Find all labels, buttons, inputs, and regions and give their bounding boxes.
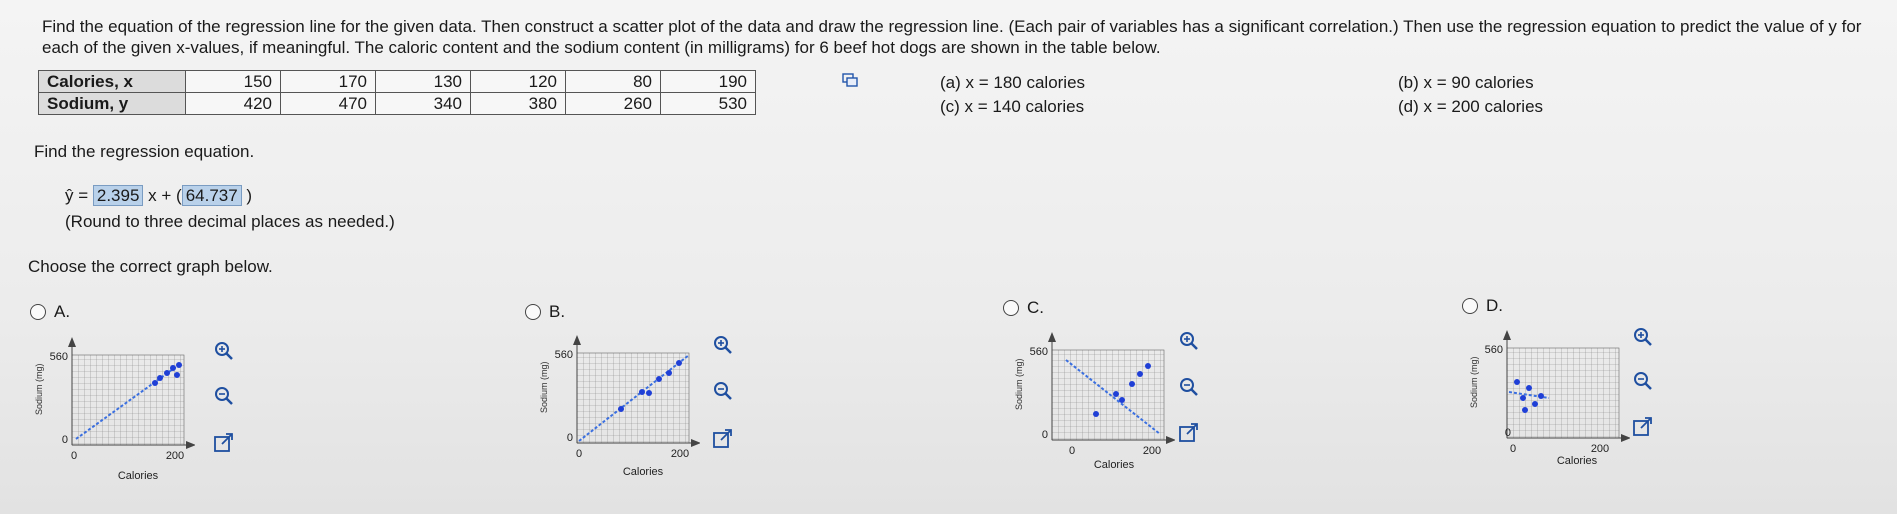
y-tick-top: 560 — [49, 351, 68, 363]
y-axis-label: Sodium (mg) — [1014, 358, 1024, 410]
plot-grid — [577, 353, 689, 443]
data-point — [1520, 395, 1526, 401]
option-b-letter: B. — [549, 302, 566, 321]
x-axis-label: Calories — [117, 470, 159, 482]
data-point — [170, 365, 176, 371]
data-point — [618, 406, 624, 412]
calories-cell: 130 — [376, 71, 471, 93]
y-tick-top: 560 — [554, 349, 573, 361]
option-c-letter: C. — [1027, 298, 1044, 317]
data-point — [164, 370, 170, 376]
data-point — [1113, 391, 1119, 397]
part-c: (c) x = 140 calories — [940, 97, 1085, 116]
data-point — [1538, 393, 1544, 399]
option-d-graph — [1465, 328, 1630, 488]
option-b[interactable] — [525, 302, 565, 322]
sodium-row — [39, 93, 756, 115]
x-axis-label: Calories — [1556, 455, 1598, 467]
zoom-out-icon[interactable] — [1632, 370, 1654, 392]
data-point — [656, 376, 662, 382]
data-point — [1137, 371, 1143, 377]
x-tick-right: 200 — [1590, 443, 1610, 455]
option-d-letter: D. — [1486, 296, 1503, 315]
option-c-graph — [1010, 330, 1175, 490]
data-point — [157, 375, 163, 381]
zoom-out-icon[interactable] — [712, 380, 734, 402]
open-external-icon[interactable] — [1632, 416, 1654, 438]
data-table — [38, 70, 756, 115]
y-tick-zero: 0 — [1041, 429, 1048, 441]
yhat-symbol: ŷ — [65, 186, 74, 205]
zoom-in-icon[interactable] — [1632, 326, 1654, 348]
y-axis-label: Sodium (mg) — [1469, 356, 1479, 408]
intercept-answer-box[interactable]: 64.737 — [182, 185, 242, 206]
y-tick-zero: 0 — [566, 432, 573, 444]
part-b: (b) x = 90 calories — [1398, 73, 1534, 92]
close-paren-text: ) — [241, 186, 253, 205]
data-point — [152, 380, 158, 386]
sodium-cell: 340 — [376, 93, 471, 115]
y-axis-label: Sodium (mg) — [539, 361, 549, 413]
y-tick-zero: 0 — [1504, 427, 1511, 439]
y-axis-arrow — [68, 337, 76, 347]
y-tick-zero: 0 — [61, 434, 68, 446]
option-c[interactable] — [1003, 298, 1044, 318]
plot-grid — [1504, 348, 1619, 439]
x-tick-zero: 0 — [70, 450, 78, 462]
option-a-graph — [30, 335, 195, 495]
x-tick-zero: 0 — [1068, 445, 1076, 457]
option-b-radio[interactable] — [525, 304, 541, 320]
option-d[interactable] — [1462, 296, 1503, 316]
part-a: (a) x = 180 calories — [940, 73, 1086, 92]
data-point — [676, 360, 682, 366]
calories-cell: 80 — [566, 71, 661, 93]
option-a-letter: A. — [54, 302, 71, 321]
y-tick-top: 560 — [1484, 344, 1503, 356]
data-point — [176, 362, 182, 368]
data-point — [1522, 407, 1528, 413]
calories-cell: 150 — [186, 71, 281, 93]
data-point — [639, 389, 645, 395]
y-axis-label: Sodium (mg) — [34, 363, 44, 415]
x-axis-arrow — [1621, 434, 1630, 442]
zoom-in-icon[interactable] — [1178, 330, 1200, 352]
x-tick-zero: 0 — [575, 448, 583, 460]
sodium-cell: 470 — [281, 93, 376, 115]
x-axis-arrow — [1166, 436, 1175, 444]
sodium-cell: 380 — [471, 93, 566, 115]
round-note: (Round to three decimal places as needed.) — [65, 212, 395, 231]
y-axis-arrow — [1503, 330, 1511, 340]
sodium-label: Sodium, y — [39, 93, 186, 115]
x-axis-arrow — [691, 439, 700, 447]
data-point — [1526, 385, 1532, 391]
copy-icon[interactable] — [842, 73, 858, 87]
prompt-equation: Find the regression equation. — [34, 142, 255, 161]
data-point — [1145, 363, 1151, 369]
data-point — [1514, 379, 1520, 385]
y-axis-arrow — [573, 335, 581, 345]
data-point — [174, 372, 180, 378]
data-point — [1532, 401, 1538, 407]
data-point — [1129, 381, 1135, 387]
equals-sign: = — [73, 186, 93, 205]
sodium-cell: 260 — [566, 93, 661, 115]
option-a[interactable] — [30, 302, 70, 322]
calories-cell: 170 — [281, 71, 376, 93]
option-d-radio[interactable] — [1462, 298, 1478, 314]
prompt-graph: Choose the correct graph below. — [28, 257, 273, 276]
x-tick-right: 200 — [1142, 445, 1162, 457]
x-tick-zero: 0 — [1509, 443, 1517, 455]
plot-grid — [72, 355, 184, 445]
zoom-out-icon[interactable] — [213, 385, 235, 407]
zoom-in-icon[interactable] — [712, 334, 734, 356]
calories-row — [39, 71, 756, 93]
instructions-text: Find the equation of the regression line for the given data. Then construct a scatter plot of the data and draw the regression line. (Each pair of variables has a significant correlation.) Then use the regression equation to predict the value of y for each of the given x-values, if meaningful. The caloric content and the sodium content (in milligrams) for 6 beef hot dogs are shown in the table below. — [42, 17, 1862, 57]
data-point — [646, 390, 652, 396]
calories-label: Calories, x — [39, 71, 186, 93]
zoom-out-icon[interactable] — [1178, 376, 1200, 398]
sodium-cell: 420 — [186, 93, 281, 115]
open-external-icon[interactable] — [712, 428, 734, 450]
x-axis-arrow — [186, 441, 195, 449]
x-axis-label: Calories — [1093, 459, 1135, 471]
open-external-icon[interactable] — [1178, 422, 1200, 444]
option-b-graph — [535, 333, 700, 493]
data-point — [1093, 411, 1099, 417]
zoom-in-icon[interactable] — [213, 340, 235, 362]
sodium-cell: 530 — [661, 93, 756, 115]
y-axis-arrow — [1048, 332, 1056, 342]
y-tick-top: 560 — [1029, 346, 1048, 358]
regression-equation — [65, 186, 252, 206]
slope-answer-box[interactable]: 2.395 — [93, 185, 144, 206]
option-c-radio[interactable] — [1003, 300, 1019, 316]
part-d: (d) x = 200 calories — [1398, 97, 1544, 116]
calories-cell: 120 — [471, 71, 566, 93]
open-external-icon[interactable] — [213, 432, 235, 454]
data-point — [1119, 397, 1125, 403]
x-tick-right: 200 — [670, 448, 690, 460]
calories-cell: 190 — [661, 71, 756, 93]
x-plus-text: x + ( — [143, 186, 182, 205]
x-axis-label: Calories — [622, 466, 664, 478]
option-a-radio[interactable] — [30, 304, 46, 320]
x-tick-right: 200 — [165, 450, 185, 462]
data-point — [666, 370, 672, 376]
